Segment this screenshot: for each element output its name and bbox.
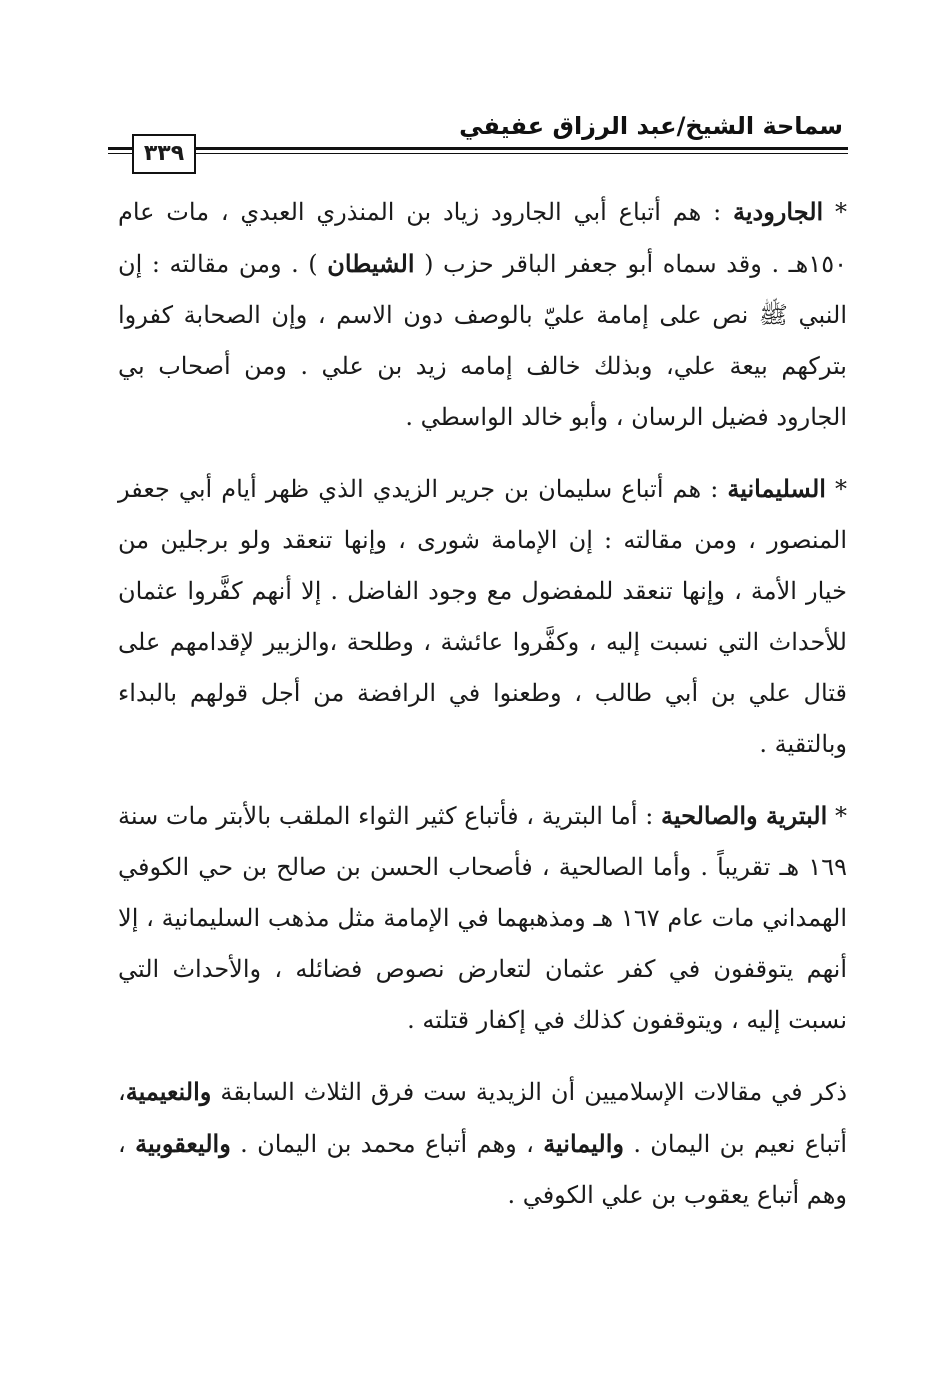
paragraph-sulaymaniyya [118,463,847,770]
page-body [118,186,847,1221]
running-header-title: سماحة الشيخ/عبد الرزاق عفيفي [459,112,843,140]
paragraph-text: ، أتباع نعيم بن اليمان . [118,1078,848,1158]
bullet-marker: * [827,802,847,830]
paragraph-jarudiyya [118,186,847,443]
paragraph-maqalat [118,1066,847,1221]
term-heading: الجارودية [732,197,824,226]
bullet-marker: * [823,198,847,226]
paragraph-text: ، وهم أتباع يعقوب بن علي الكوفي . [118,1130,847,1209]
term-yaqubiyya: واليعقوبية [135,1129,231,1158]
paragraph-batriyya-salihiyya [118,790,847,1046]
bullet-marker: * [825,475,847,503]
term-nuaymiyya: والنعيمية [125,1077,212,1106]
paragraph-text: : أما البترية ، فأتباع كثير الثواء الملقب بالأبتر مات سنة ١٦٩ هـ تقريباً . وأما الصالحية ، فأصحاب الحسن بن صالح بن حي الكوفي الهمداني مات عام ١٦٧ هـ ومذهبهما في الإمامة مثل مذهب السليمانية ، إلا أنهم يتوقفون في كفر عثمان لتعارض نصوص فضائله ، والأحداث التي نسبت إليه ، ويتوقفون كذلك في إكفار قتلته . [118,802,847,1034]
emphasized-term: الشيطان [327,249,415,278]
paragraph-text: : هم أتباع سليمان بن جرير الزيدي الذي ظهر أيام أبي جعفر المنصور ، ومن مقالته : إن الإمامة شورى ، وإنها تنعقد ولو برجلين من خيار الأمة ، وإنها تنعقد للمفضول مع وجود الفاضل . إلا أنهم كفَّروا عثمان للأحداث التي نسبت إليه ، وكفَّروا عائشة ، وطلحة ،والزبير لإقدامهم على قتال علي بن أبي طالب ، وطعنوا في الرافضة من أجل قولهم بالبداء وبالتقية . [118,475,848,758]
paragraph-text-continued: ) . ومن مقالته : إن النبي ﷺ نص على إمامة عليّ بالوصف دون الاسم ، وإن الصحابة كفروا بتركهم بيعة علي، وبذلك خالف إمامه زيد بن علي . ومن أصحاب بي الجارود فضيل الرسان ، وأبو خالد الواسطي . [118,250,847,431]
paragraph-text: ذكر في مقالات الإسلاميين أن الزيدية ست فرق الثلاث السابقة [211,1078,848,1106]
header-rule-thin [108,153,848,154]
paragraph-text: : هم أتباع أبي الجارود زياد بن المنذري العبدي ، مات عام ١٥٠هـ . وقد سماه أبو جعفر الباقر حزب ( [118,198,847,278]
term-heading: البترية والصالحية [661,801,828,830]
term-heading: السليمانية [727,474,826,503]
term-yamaniyya: واليمانية [543,1129,624,1158]
page-number: ٣٣٩ [132,134,196,174]
paragraph-text: ، وهم أتباع محمد بن اليمان . [230,1130,544,1158]
header-rule-thick [108,147,848,150]
